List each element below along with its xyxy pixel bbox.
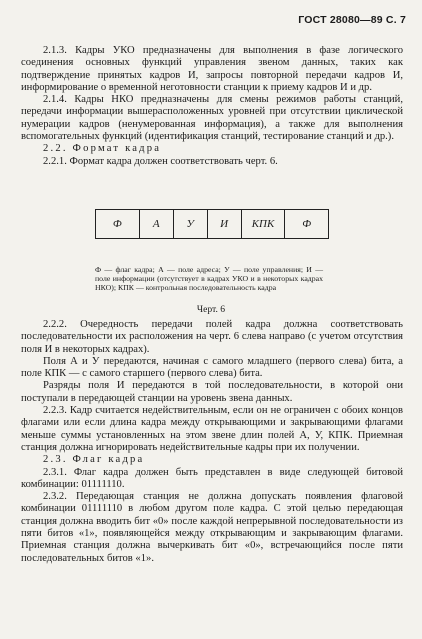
section-heading-2-3: 2.3. Флаг кадра [43,454,145,466]
paragraph-fields-a-u: Поля А и У передаются, начиная с самого младшего (первого слева) бита, а поле КПК — с самого старшего (первого слева) бита. [21,355,403,380]
frame-cell-fcs: КПК [241,209,285,239]
paragraph-2-1-4: 2.1.4. Кадры НКО предназначены для смены режимов работы станций, передачи информации вышерасположенных уровней при отсутствии циклической нумерации кадров (ненумерованная информация), а также для выполнения вспомогательных функций (идентификация станций, тестирование станций и др.). [21,94,403,143]
paragraph-2-2-1: 2.2.1. Формат кадра должен соответствовать черт. 6. [43,155,278,167]
figure-caption: Черт. 6 [196,304,226,315]
frame-cell-control: У [173,209,207,239]
paragraph-2-2-3: 2.2.3. Кадр считается недействительным, если он не ограничен с обоих концов флагами или если длина кадра между открывающими и закрывающими флагами меньше суммы установленных на этом звене длин полей А, У, КПК. Приемная станция должна игнорировать недействительные кадры при их получении. [21,405,403,453]
frame-cell-address: А [139,209,173,239]
paragraph-field-i: Разряды поля И передаются в той последовательности, в которой они поступали в передающей станции на уровень звена данных. [21,380,403,404]
figure-legend: Ф — флаг кадра; А — поле адреса; У — поле управления; И — поле информации (отсутствует в кадрах УКО и в некоторых кадрах НКО); КПК — контрольная последовательность кадра [95,265,323,293]
frame-cell-flag-open: Ф [95,209,139,239]
text-block-top [21,45,403,168]
paragraph-2-1-3: 2.1.3. Кадры УКО предназначены для выполнения в фазе логического соединения основных функций управления звеном данных, таких как подтверждение принятых кадров И, запросы повторной передачи кадров И, информирование о временной неготовности станции к приему кадров И и др. [21,45,403,93]
section-heading-2-2: 2.2. Формат кадра [43,143,162,155]
paragraph-2-3-2: 2.3.2. Передающая станция не должна допускать появления флаговой комбинации 01111110 в любом другом поле кадра. С этой целью передающая станция должна вводить бит «0» после каждой непрерывной последовательности из пяти битов «1», появляющейся между открывающим и закрывающим флагами. Приемная станция должна вычеркивать бит «0», встречающийся после пяти последовательных битов «1». [21,491,403,564]
document-header: ГОСТ 28080—89 С. 7 [298,14,406,26]
frame-cell-flag-close: Ф [284,209,329,239]
frame-cell-info: И [207,209,241,239]
frame-format-diagram [95,209,329,239]
paragraph-2-3-1: 2.3.1. Флаг кадра должен быть представлен в виде следующей битовой комбинации: 01111110. [21,466,403,490]
paragraph-2-2-2: 2.2.2. Очередность передачи полей кадра должна соответствовать последовательности их расположения на черт. 6 слева направо (с учетом отсутствия поля И в некоторых кадрах). [21,319,403,355]
text-block-bottom [21,319,403,565]
